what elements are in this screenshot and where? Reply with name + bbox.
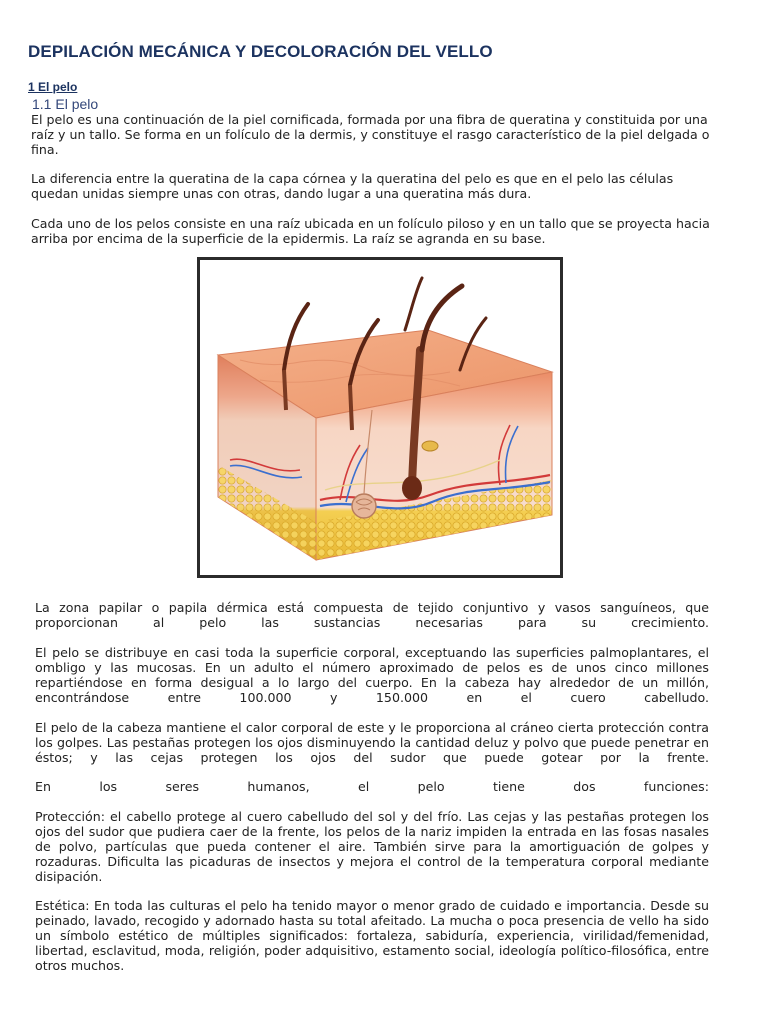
paragraph-two-functions: En los seres humanos, el pelo tiene dos funciones: [35, 779, 709, 794]
paragraph-keratin-difference: La diferencia entre la queratina de la capa córnea y la queratina del pelo es que en el pelo las células quedan unidas siempre unas con otras, dando lugar a una queratina más dura. [31, 171, 674, 201]
skin-cross-section-illustration [200, 260, 560, 575]
paragraph-aesthetic-function: Estética: En toda las culturas el pelo ha tenido mayor o menor grado de cuidado e importancia. Desde su peinado, lavado, recogido y adornado hasta su total afeitado. La mucha o poca presencia de vello ha sido un símbolo estético de múltiples significados: fortaleza, sabiduría, experiencia, virilidad/femenidad, libertad, esclavitud, moda, religión, poder adquisitivo, estamento social, ideología político-filosófica, entre otros muchos. [35, 898, 709, 973]
paragraph-hair-definition: El pelo es una continuación de la piel cornificada, formada por una fibra de queratina y constituida por una raíz y un tallo. Se forma en un folículo de la dermis, y constituye el rasgo característico de la piel delgada o fina. [31, 112, 710, 157]
paragraph-hair-distribution: El pelo se distribuye en casi toda la superficie corporal, exceptuando las superficies palmoplantares, el ombligo y las mucosas. En un adulto el número aproximado de pelos es de unos cinco millones repartiéndose en forma desigual a lo largo del cuerpo. En la cabeza hay alrededor de un millón, encontrándose entre 100.000 y 150.000 en el cuero cabelludo. [35, 645, 709, 705]
paragraph-root-and-shaft: Cada uno de los pelos consiste en una raíz ubicada en un folículo piloso y en un tallo que se proyecta hacia arriba por encima de la superficie de la epidermis. La raíz se agranda en su base. [31, 216, 710, 246]
document-title: DEPILACIÓN MECÁNICA Y DECOLORACIÓN DEL VELLO [28, 42, 493, 61]
paragraph-head-hair-protection: El pelo de la cabeza mantiene el calor corporal de este y le proporciona al cráneo cierta protección contra los golpes. Las pestañas protegen los ojos disminuyendo la cantidad deluz y polvo que puede penetrar en éstos; y las cejas protegen los ojos del sudor que puede gotear por la frente. [35, 720, 709, 765]
section-heading-link[interactable]: 1 El pelo [28, 80, 78, 94]
paragraph-dermal-papilla: La zona papilar o papila dérmica está compuesta de tejido conjuntivo y vasos sanguíneos, que proporcionan al pelo las sustancias necesarias para su crecimiento. [35, 600, 709, 630]
paragraph-protection-function: Protección: el cabello protege al cuero cabelludo del sol y del frío. Las cejas y las pestañas protegen los ojos del sudor que pudiera caer de la frente, los pelos de la nariz impiden la entrada en las fosas nasales de polvo, partículas que pueda contener el aire. También sirve para la amortiguación de golpes y rozaduras. Dificulta las picaduras de insectos y mejora el control de la temperatura corporal mediante disipación. [35, 809, 709, 884]
skin-cross-section-figure [197, 257, 563, 578]
subsection-heading: 1.1 El pelo [32, 96, 99, 112]
